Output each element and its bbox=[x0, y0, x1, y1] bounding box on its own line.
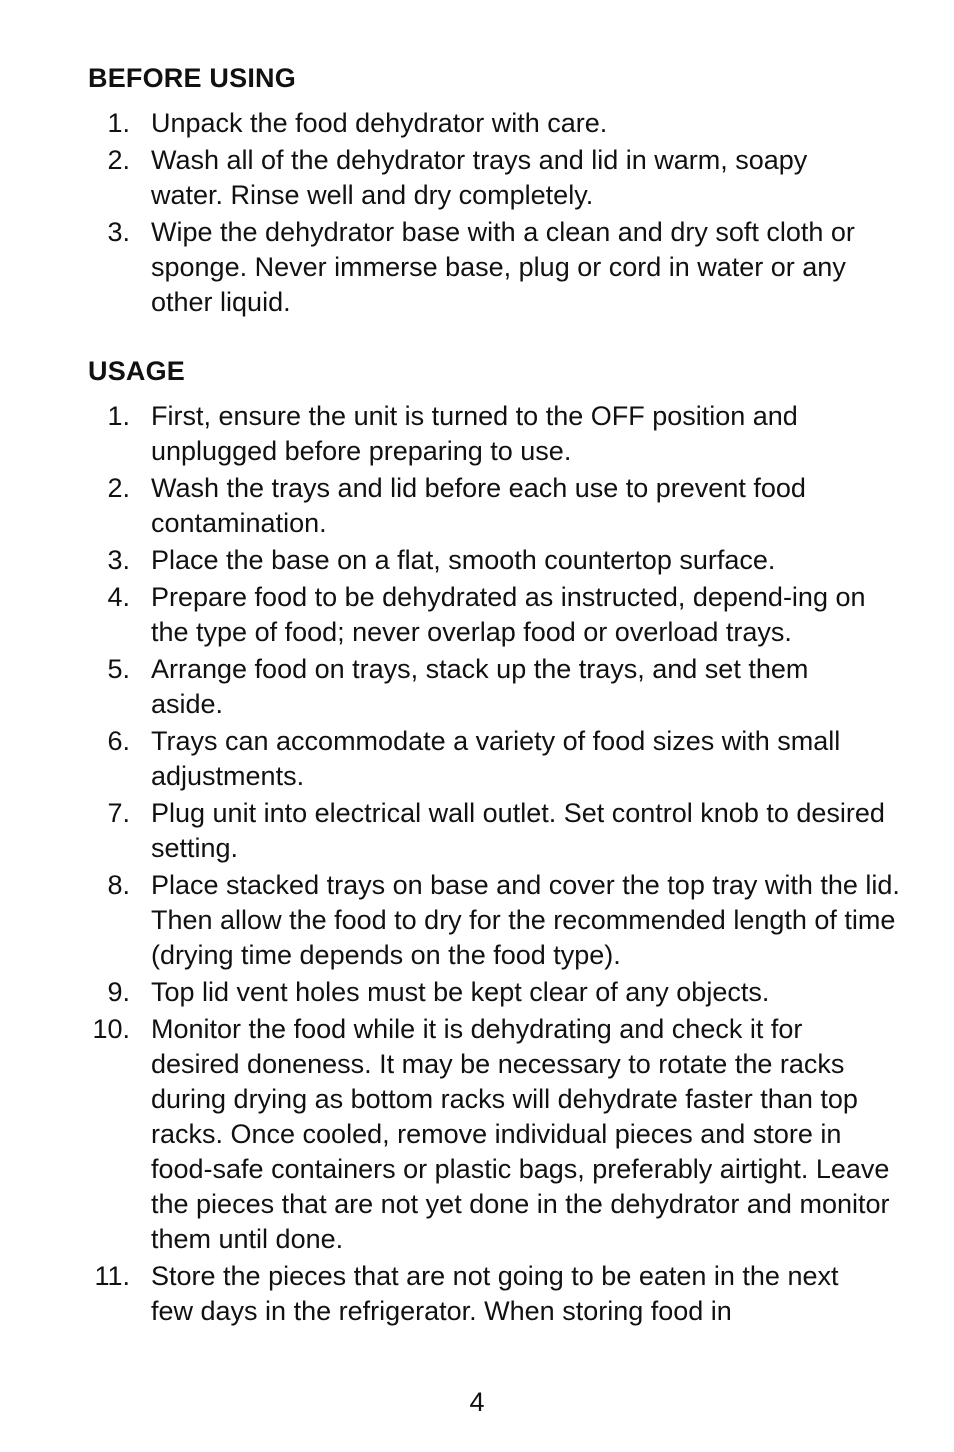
step-text: First, ensure the unit is turned to the OFF position and unplugged before preparing to use. bbox=[151, 401, 798, 466]
step-number: 1. bbox=[107, 401, 130, 431]
before-using-section bbox=[88, 60, 888, 322]
step-text: Wash all of the dehydrator trays and lid in warm, soapy water. Rinse well and dry completely. bbox=[151, 145, 808, 210]
step-text: Prepare food to be dehydrated as instructed, depend-ing on the type of food; never overlap food or overload trays. bbox=[151, 582, 866, 647]
usage-steps bbox=[88, 399, 900, 1329]
step-text: Monitor the food while it is dehydrating and check it for desired doneness. It may be necessary to rotate the racks during drying as bottom racks will dehydrate faster than top racks. Once cooled, remove individual pieces and store in food-safe containers or plastic bags, preferably airtight. Leave the pieces that are not yet done in the dehydrator and monitor them until done. bbox=[151, 1014, 890, 1254]
step-number: 10. bbox=[92, 1014, 130, 1044]
list-item bbox=[88, 975, 891, 1010]
step-number: 3. bbox=[107, 217, 130, 247]
list-item bbox=[88, 106, 891, 141]
step-text: Wash the trays and lid before each use to prevent food contamination. bbox=[151, 473, 806, 538]
step-text: Arrange food on trays, stack up the trays, and set them aside. bbox=[151, 654, 809, 719]
usage-section bbox=[88, 353, 900, 1331]
step-number: 4. bbox=[107, 582, 130, 612]
section-heading: USAGE bbox=[88, 356, 186, 386]
before-using-steps bbox=[88, 106, 888, 320]
section-heading: BEFORE USING bbox=[88, 63, 296, 93]
step-number: 9. bbox=[107, 977, 130, 1007]
step-text: Top lid vent holes must be kept clear of any objects. bbox=[151, 977, 770, 1007]
list-item bbox=[88, 215, 871, 320]
list-item bbox=[88, 143, 811, 213]
list-item bbox=[88, 868, 911, 973]
step-number: 2. bbox=[107, 473, 130, 503]
step-text: Trays can accommodate a variety of food sizes with small adjustments. bbox=[151, 726, 841, 791]
step-text: Place stacked trays on base and cover the top tray with the lid. Then allow the food to dry for the recommended length of time (drying time depends on the food type). bbox=[151, 870, 900, 970]
step-number: 5. bbox=[107, 654, 130, 684]
list-item bbox=[88, 1012, 891, 1257]
step-text: Place the base on a flat, smooth countertop surface. bbox=[151, 545, 776, 575]
list-item bbox=[88, 796, 891, 866]
step-text: Wipe the dehydrator base with a clean and dry soft cloth or sponge. Never immerse base, plug or cord in water or any other liquid. bbox=[151, 217, 855, 317]
step-number: 1. bbox=[107, 108, 130, 138]
page-number: 4 bbox=[469, 1387, 485, 1417]
list-item bbox=[88, 471, 831, 541]
step-text: Store the pieces that are not going to be eaten in the next few days in the refrigerator. When storing food in bbox=[151, 1261, 839, 1326]
list-item bbox=[88, 399, 891, 469]
step-number: 6. bbox=[107, 726, 130, 756]
step-number: 11. bbox=[94, 1261, 130, 1291]
step-text: Plug unit into electrical wall outlet. Set control knob to desired setting. bbox=[151, 798, 885, 863]
step-number: 3. bbox=[107, 545, 130, 575]
step-number: 7. bbox=[107, 798, 130, 828]
list-item bbox=[88, 1259, 861, 1329]
list-item bbox=[88, 543, 891, 578]
list-item bbox=[88, 580, 891, 650]
step-text: Unpack the food dehydrator with care. bbox=[151, 108, 608, 138]
step-number: 8. bbox=[107, 870, 130, 900]
list-item bbox=[88, 652, 831, 722]
list-item bbox=[88, 724, 861, 794]
step-number: 2. bbox=[107, 145, 130, 175]
